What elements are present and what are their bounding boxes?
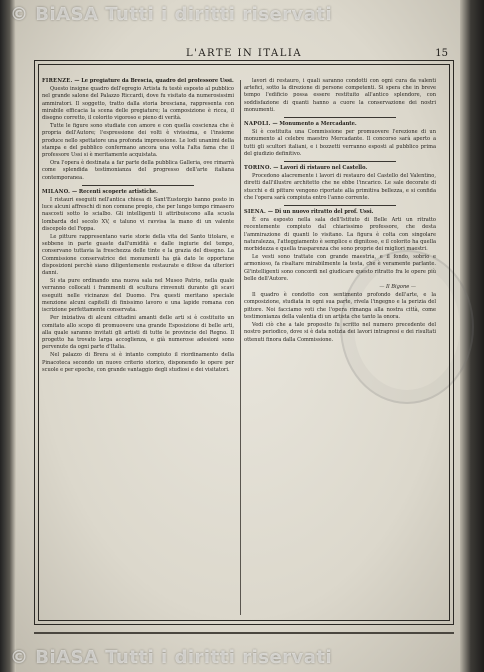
paragraph: Per iniziativa di alcuni cittadini amanti delle arti si è costituito un comitato allo scopo di promuovere una grande Esposizione di belle arti, alla quale saranno invitati gli artisti di tutte le provincie del Regno. Il progetto ha trovato larga accoglienza, e già numerose adesioni sono pervenute da ogni parte d'Italia. <box>42 315 234 351</box>
column-divider <box>240 80 241 615</box>
section-heading-text: — Monumento a Mercadante. <box>272 121 357 128</box>
text-column-left <box>42 78 234 618</box>
paragraph: Tutte le figure sono studiate con amore e con quella coscienza che è propria dell'Autore; l'espressione dei volti è vivissima, e l'insieme produce nello spettatore una profonda impressione. Le lodi unanimi della stampa e del pubblico confermano ancora una volta l'alta fama che il professore Ussi si è meritamente acquistata. <box>42 123 234 159</box>
paragraph: Il quadro è condotto con sentimento profondo dell'arte, e la composizione, studiata in ogni sua parte, rivela l'ingegno e la perizia del pittore. Noi facciamo voti che l'opera rimanga alla nostra città, come testimonianza della valentia di un artista che tanto la onora. <box>244 292 436 320</box>
section-rule <box>284 205 396 206</box>
section-rule <box>284 117 396 118</box>
paragraph: È ora esposto nella sala dell'Istituto di Belle Arti un ritratto recentemente compiuto dal chiarissimo professore, che desta l'ammirazione di quanti lo visitano. La figura è colta con singolare naturalezza, l'atteggiamento è semplice e dignitoso, e il colorito ha quella morbidezza e quella trasparenza che sono proprie dei migliori maestri. <box>244 217 436 253</box>
bottom-rule <box>34 632 454 634</box>
paragraph: Le pitture rappresentano varie storie della vita del Santo titolare, e sebbene in parte guaste dall'umidità e dalle ingiurie del tempo, conservano tuttavia la freschezza delle tinte e la grazia del disegno. La Commissione conservatrice dei monumenti ha già dato le opportune disposizioni perchè siano diligentemente restaurate e difese da ulteriori danni. <box>42 234 234 277</box>
section-heading-text: — Lavori di ristauro nel Castello. <box>273 165 368 172</box>
running-title: L'ARTE IN ITALIA <box>185 48 303 59</box>
watermark-bottom: © BiASA Tutti i diritti riservati <box>10 647 333 668</box>
section-heading <box>42 189 234 196</box>
section-heading-place: MILANO. <box>42 188 71 195</box>
section-heading-place: SIENA. <box>244 209 267 216</box>
section-heading <box>244 209 436 216</box>
section-heading-text: — Le pregiature da Brescia, quadro del professore Ussi. <box>74 78 234 84</box>
section-heading-place: FIRENZE. <box>42 78 73 84</box>
paragraph: Questo insigne quadro dell'egregio Artista fu testè esposto al pubblico nel grande salone del Palazzo Riccardi, dove fu visitato da numerosissimi ammiratori. Il soggetto, tratto dalla storia bresciana, rappresenta con mirabile efficacia la scena delle pregiature; la composizione è ricca, il disegno corretto, il colorito vigoroso e pieno di verità. <box>42 86 234 122</box>
paragraph: Ora l'opera è destinata a far parte della pubblica Galleria, ove rimarrà come splendida testimonianza del progresso dell'arte italiana contemporanea. <box>42 160 234 181</box>
page-number: 15 <box>435 48 448 59</box>
signature-line: — Il Bigone — <box>379 284 416 291</box>
section-heading <box>244 121 436 128</box>
section-heading <box>244 165 436 172</box>
paragraph: I ristauri eseguiti nell'antica chiesa di Sant'Eustorgio hanno posto in luce alcuni affreschi di non comune pregio, che per lungo tempo rimasero nascosti sotto lo scialbo. Gli intelligenti li attribuiscono alla scuola lombarda del secolo XV, e taluno vi ravvisa la mano di un valente discepolo del Foppa. <box>42 197 234 232</box>
section-rule <box>284 161 396 162</box>
section-rule <box>82 185 194 186</box>
section-heading-text: — Recenti scoperte artistiche. <box>72 188 158 195</box>
paragraph: Procedono alacremente i lavori di restauro del Castello del Valentino, diretti dall'illustre architetto che ne ebbe l'incarico. Le sale decorate di stucchi e di pitture vengono riportate alla primitiva bellezza, e si confida che l'opera sarà compiuta entro l'anno corrente. <box>244 173 436 201</box>
section-heading-place: NAPOLI. <box>244 121 271 128</box>
paragraph: Nel palazzo di Brera si è intanto compiuto il riordinamento della Pinacoteca secondo un nuovo criterio storico, disponendo le opere per scuole e per epoche, con grande vantaggio degli studiosi e dei visitatori. <box>42 352 234 373</box>
paragraph: lavori di restauro, i quali saranno condotti con ogni cura da valenti artefici, sotto la direzione di persone competenti. Si spera che in breve tempo l'edificio possa essere restituito all'antico splendore, con soddisfazione di quanti hanno a cuore la conservazione dei nostri monumenti. <box>244 78 436 113</box>
scan-left-edge <box>0 0 16 672</box>
paragraph: Si è costituita una Commissione per promuovere l'erezione di un monumento al celebre maestro Mercadante. Il concorso sarà aperto a tutti gli scultori italiani, e i bozzetti verranno esposti al pubblico prima del giudizio definitivo. <box>244 129 436 157</box>
paragraph: Si sta pure ordinando una nuova sala nel Museo Patrio, nella quale verranno collocati i frammenti di scultura rinvenuti durante gli scavi eseguiti nelle vicinanze del Duomo. Fra questi meritano speciale menzione alcuni capitelli di finissimo lavoro e una lapide romana con iscrizione perfettamente conservata. <box>42 278 234 314</box>
section-heading-place: TORINO. <box>244 165 272 172</box>
paragraph: Le vesti sono trattate con grande maestria, e il fondo, sobrio e armonioso, fa risaltare mirabilmente la testa, che è veramente parlante. Gl'intelligenti sono concordi nel giudicare questo ritratto fra le opere più belle dell'Autore. <box>244 254 436 282</box>
watermark-top: © BiASA Tutti i diritti riservati <box>10 4 333 25</box>
paragraph: Vedi ciò che a tale proposito fu scritto nel numero precedente del nostro periodico, dove si è data notizia dei lavori intrapresi e dei risultati ottenuti finora dalla Commissione. <box>244 322 436 343</box>
text-column-right <box>244 78 436 618</box>
section-heading-text: — Di un nuovo ritratto del prof. Ussi. <box>267 209 374 216</box>
section-heading <box>42 78 234 85</box>
